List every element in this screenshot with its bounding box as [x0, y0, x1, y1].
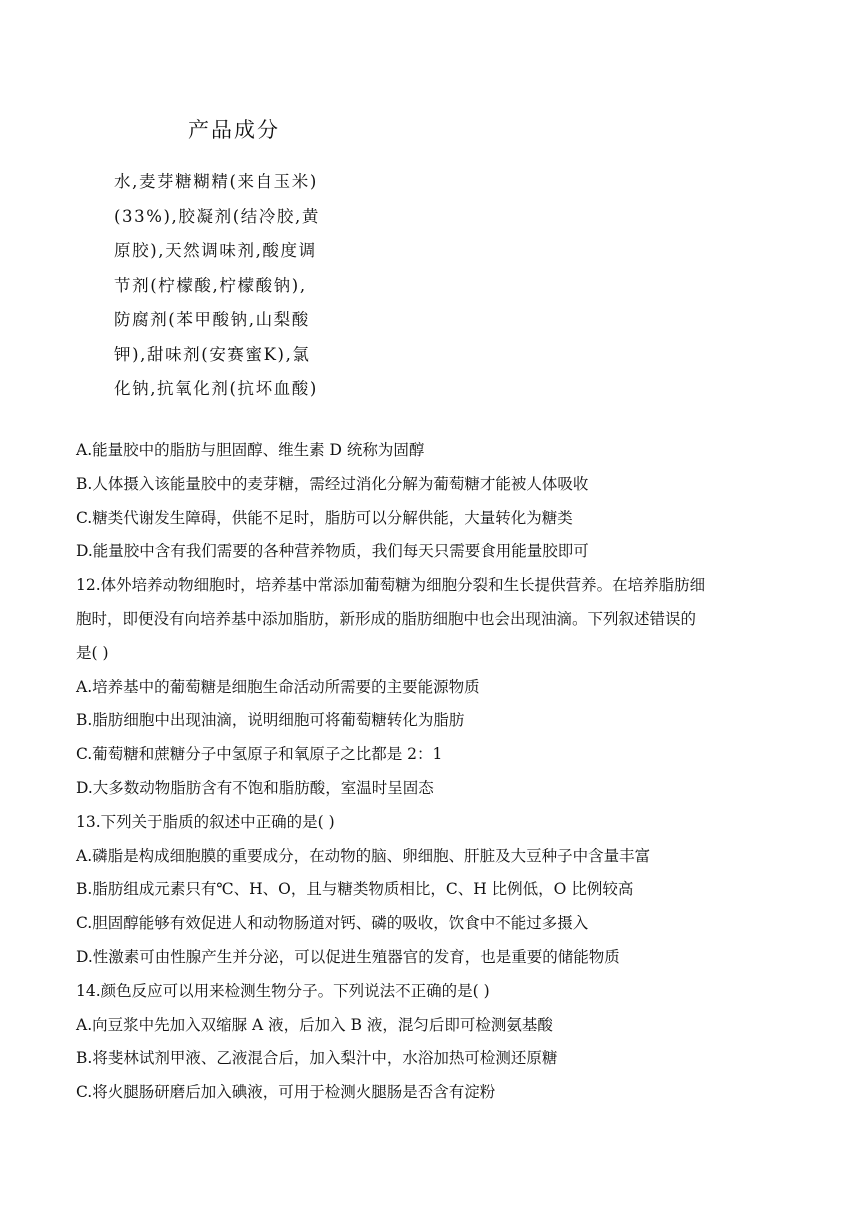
option-line: A.向豆浆中先加入双缩脲 A 液，后加入 B 液，混匀后即可检测氨基酸: [76, 1015, 553, 1034]
ingredients-line: 水,麦芽糖糊精(来自玉米): [114, 172, 318, 191]
option-line: B.脂肪组成元素只有℃、H、O，且与糖类物质相比，C、H 比例低，O 比例较高: [76, 880, 634, 899]
question-stem-line: 14.颜色反应可以用来检测生物分子。下列说法不正确的是( ): [76, 981, 490, 1000]
option-line: D.能量胶中含有我们需要的各种营养物质，我们每天只需要食用能量胶即可: [76, 542, 589, 561]
ingredients-line: 节剂(柠檬酸,柠檬酸钠),: [114, 275, 307, 295]
question-stem-line: 12.体外培养动物细胞时，培养基中常添加葡萄糖为细胞分裂和生长提供营养。在培养脂肪细: [76, 576, 706, 595]
option-line: C.将火腿肠研磨后加入碘液，可用于检测火腿肠是否含有淀粉: [76, 1083, 496, 1102]
option-line: A.磷脂是构成细胞膜的重要成分，在动物的脑、卵细胞、肝脏及大豆种子中含量丰富: [76, 846, 651, 865]
ingredients-line: 原胶),天然调味剂,酸度调: [114, 241, 317, 260]
option-line: A.培养基中的葡萄糖是细胞生命活动所需要的主要能源物质: [76, 677, 480, 696]
option-line: B.人体摄入该能量胶中的麦芽糖，需经过消化分解为葡萄糖才能被人体吸收: [76, 474, 589, 493]
option-line: A.能量胶中的脂肪与胆固醇、维生素 D 统称为固醇: [76, 441, 425, 459]
option-line: D.性激素可由性腺产生并分泌，可以促进生殖器官的发育，也是重要的储能物质: [76, 947, 620, 966]
product-ingredients-title: 产品成分: [188, 118, 280, 142]
option-line: C.胆固醇能够有效促进人和动物肠道对钙、磷的吸收，饮食中不能过多摄入: [76, 914, 589, 933]
ingredients-line: (33%),胶凝剂(结冷胶,黄: [114, 206, 320, 226]
option-line: D.大多数动物脂肪含有不饱和脂肪酸，室温时呈固态: [76, 778, 434, 797]
question-stem-line: 是( ): [76, 643, 109, 662]
option-line: C.葡萄糖和蔗糖分子中氢原子和氧原子之比都是 2：1: [76, 745, 443, 764]
question-stem-line: 胞时，即便没有向培养基中添加脂肪，新形成的脂肪细胞中也会出现油滴。下列叙述错误的: [76, 609, 697, 628]
option-line: B.脂肪细胞中出现油滴，说明细胞可将葡萄糖转化为脂肪: [76, 711, 465, 730]
product-ingredients-list: [114, 165, 382, 407]
option-line: B.将斐林试剂甲液、乙液混合后，加入梨汁中，水浴加热可检测还原糖: [76, 1049, 558, 1068]
option-line: C.糖类代谢发生障碍，供能不足时，脂肪可以分解供能，大量转化为糖类: [76, 508, 573, 527]
ingredients-line: 防腐剂(苯甲酸钠,山梨酸: [114, 310, 310, 329]
question-text: [76, 434, 796, 1110]
ingredients-line: 化钠,抗氧化剂(抗坏血酸): [114, 379, 318, 398]
ingredients-line: 钾),甜味剂(安赛蜜K),氯: [114, 344, 311, 364]
question-stem-line: 13.下列关于脂质的叙述中正确的是( ): [76, 812, 335, 831]
product-ingredients-image: [108, 110, 380, 410]
